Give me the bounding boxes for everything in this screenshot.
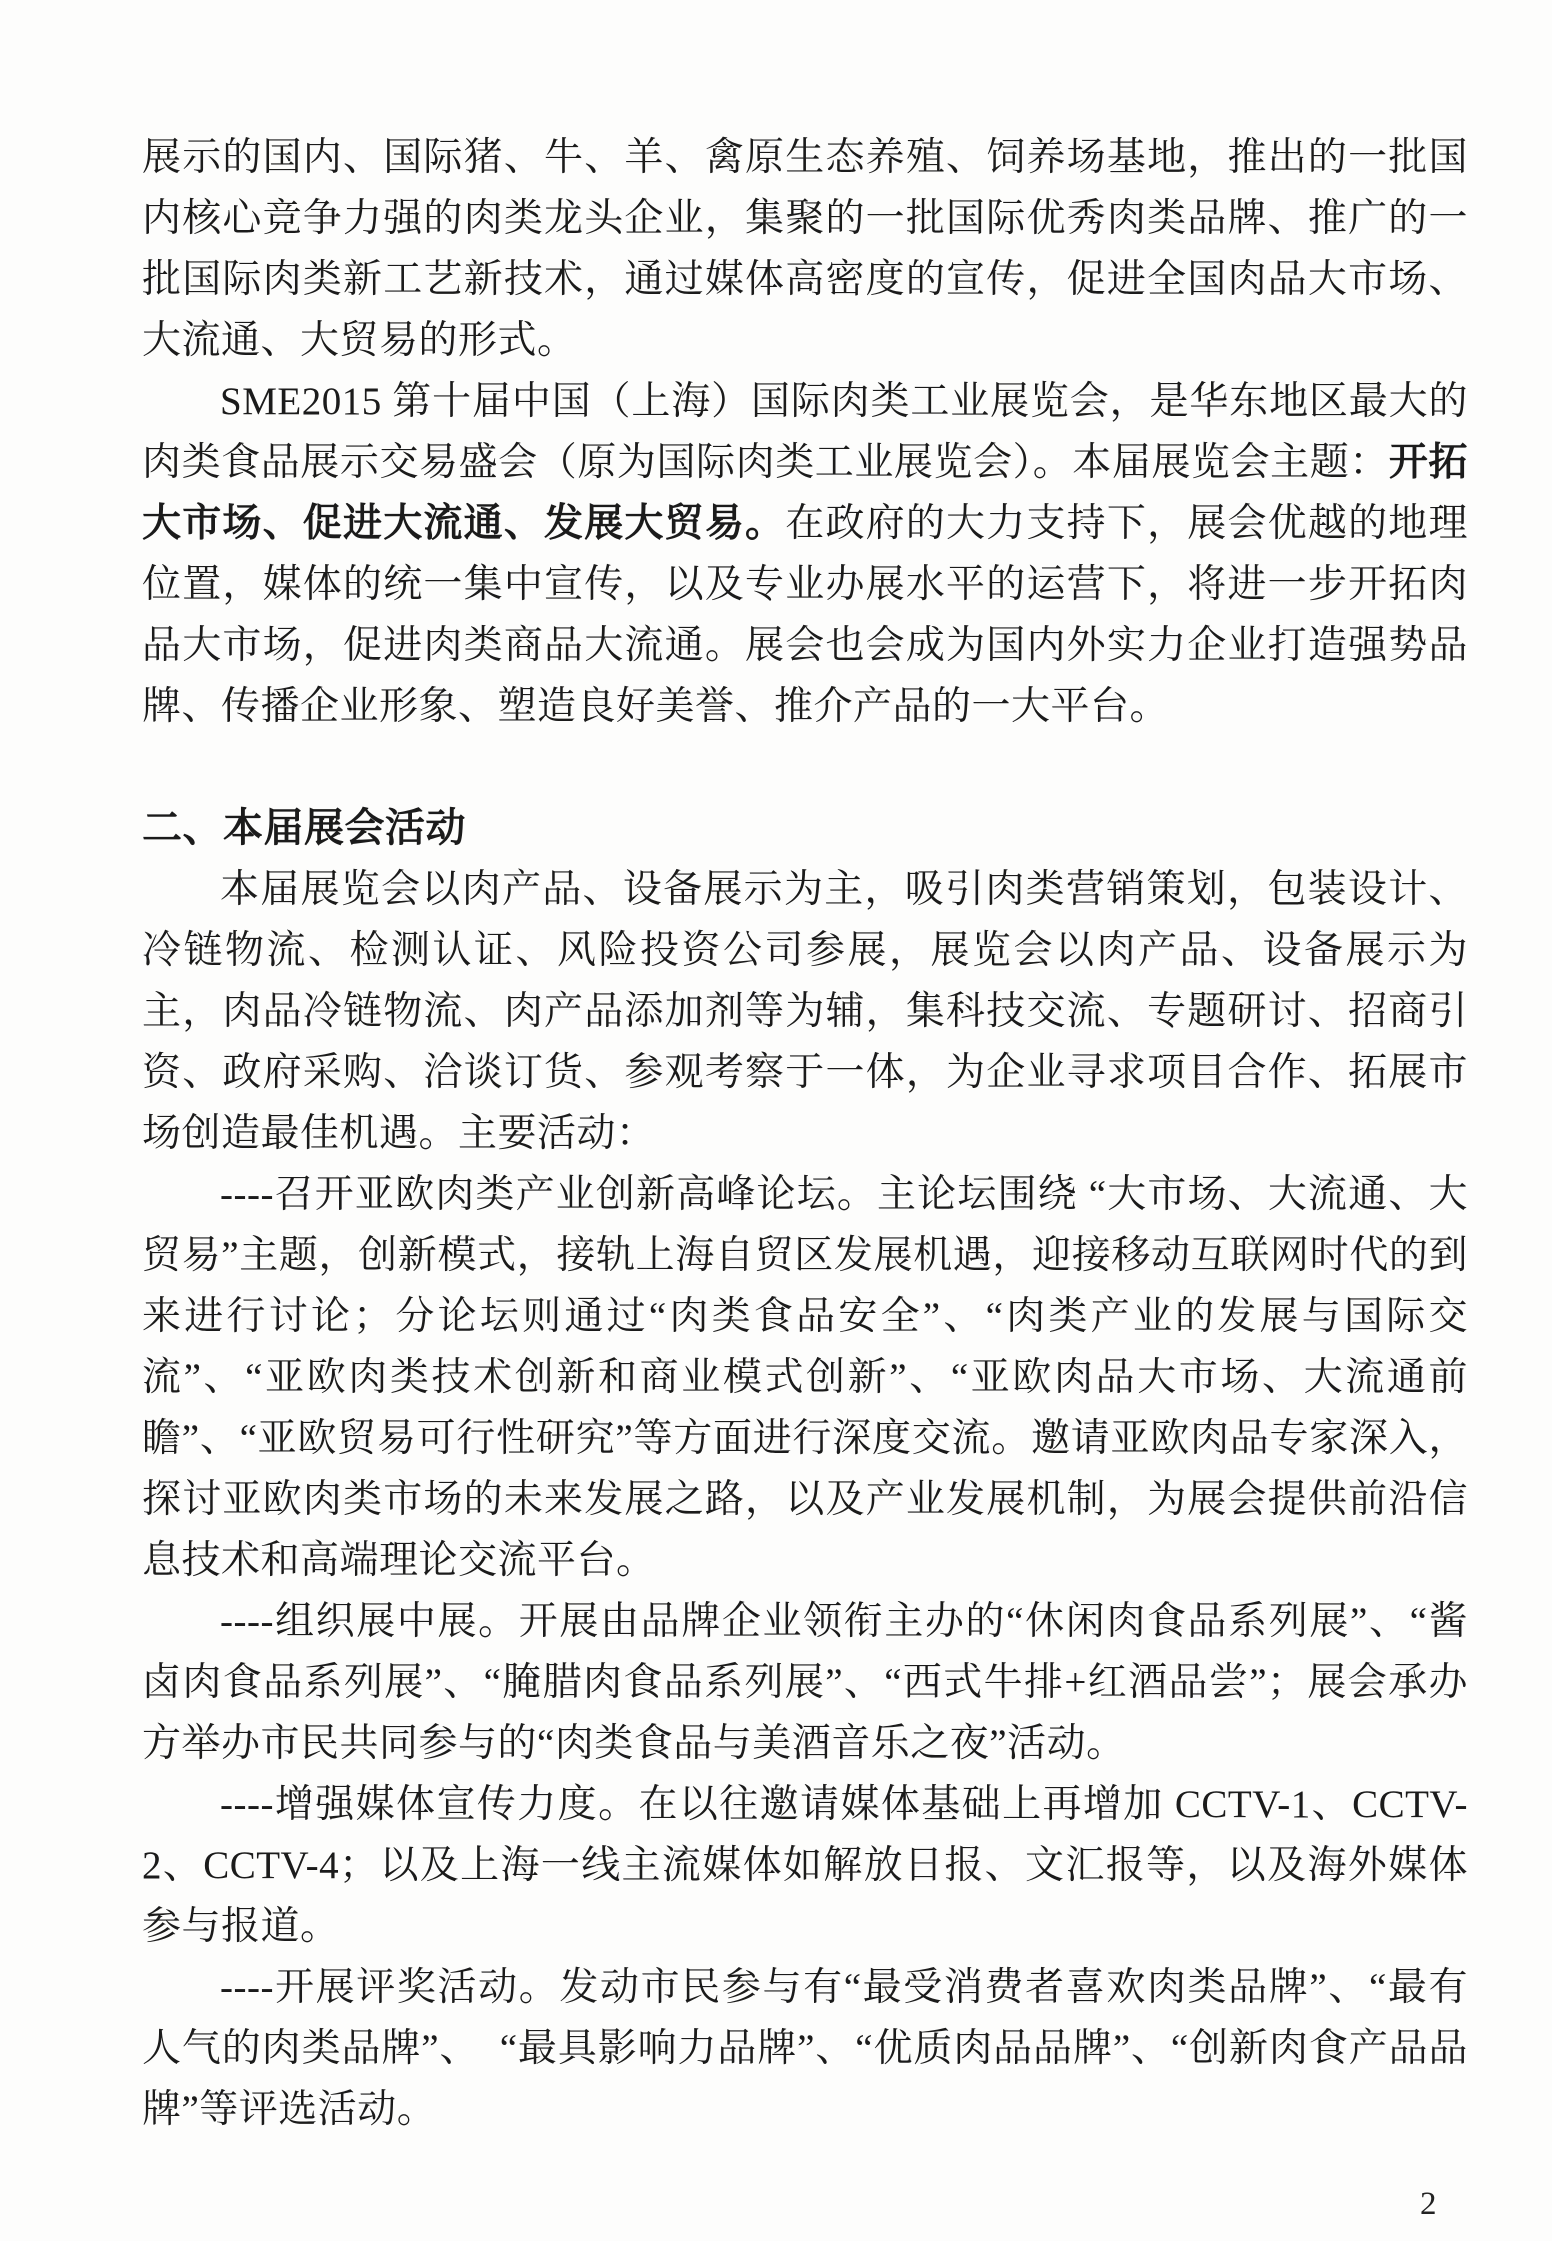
paragraph-continuation xyxy=(142,127,1468,371)
paragraph-show-in-show xyxy=(142,1591,1468,1774)
paragraph-text: 在政府的大力支持下，展会优越的地理位置，媒体的统一集中宣传，以及专业办展水平的运营下，将进一步开拓肉品大市场，促进肉类商品大流通。展会也会成为国内外实力企业打造强势品牌、传播企业形象、塑造良好美誉、推介产品的一大平台。 xyxy=(142,502,1468,728)
paragraph-summit-forum xyxy=(142,1164,1468,1591)
paragraph-awards xyxy=(142,1957,1468,2140)
paragraph-text: ----召开亚欧肉类产业创新高峰论坛。主论坛围绕 “大市场、大流通、大贸易”主题，创新模式，接轨上海自贸区发展机遇，迎接移动互联网时代的到来进行讨论；分论坛则通过“肉类食品安全”、“肉类产业的发展与国际交流”、“亚欧肉类技术创新和商业模式创新”、“亚欧肉品大市场、大流通前瞻”、“亚欧贸易可行性研究”等方面进行深度交流。邀请亚欧肉品专家深入，探讨亚欧肉类市场的未来发展之路，以及产业发展机制，为展会提供前沿信息技术和高端理论交流平台。 xyxy=(142,1173,1468,1582)
paragraph-text: ----开展评奖活动。发动市民参与有“最受消费者喜欢肉类品牌”、“最有人气的肉类品牌”、 “最具影响力品牌”、“优质肉品品牌”、“创新肉食产品品牌”等评选活动。 xyxy=(142,1966,1468,2131)
paragraph-media-promotion xyxy=(142,1774,1468,1957)
paragraph-sme2015 xyxy=(142,371,1468,737)
paragraph-text: ----增强媒体宣传力度。在以往邀请媒体基础上再增加 CCTV-1、CCTV-2、CCTV-4；以及上海一线主流媒体如解放日报、文汇报等，以及海外媒体参与报道。 xyxy=(142,1783,1468,1948)
document-body xyxy=(142,127,1468,2140)
section-heading-activities: 二、本届展会活动 xyxy=(142,806,466,850)
paragraph-text: ----组织展中展。开展由品牌企业领衔主办的“休闲肉食品系列展”、“酱卤肉食品系列展”、“腌腊肉食品系列展”、“西式牛排+红酒品尝”；展会承办方举办市民共同参与的“肉类食品与美酒音乐之夜”活动。 xyxy=(142,1600,1468,1765)
paragraph-exhibition-scope xyxy=(142,859,1468,1164)
paragraph-text: 本届展览会以肉产品、设备展示为主，吸引肉类营销策划，包装设计、冷链物流、检测认证、风险投资公司参展，展览会以肉产品、设备展示为主，肉品冷链物流、肉产品添加剂等为辅，集科技交流、专题研讨、招商引资、政府采购、洽谈订货、参观考察于一体，为企业寻求项目合作、拓展市场创造最佳机遇。主要活动： xyxy=(142,868,1468,1155)
paragraph-text: 展示的国内、国际猪、牛、羊、禽原生态养殖、饲养场基地，推出的一批国内核心竞争力强的肉类龙头企业，集聚的一批国际优秀肉类品牌、推广的一批国际肉类新工艺新技术，通过媒体高密度的宣传，促进全国肉品大市场、大流通、大贸易的形式。 xyxy=(142,136,1468,362)
paragraph-bold-theme: 开拓大市场、促进大流通、发展大贸易。 xyxy=(142,441,1468,545)
paragraph-text: SME2015 第十届中国（上海）国际肉类工业展览会，是华东地区最大的肉类食品展示交易盛会（原为国际肉类工业展览会）。本届展览会主题： xyxy=(142,380,1468,484)
page-number: 2 xyxy=(1420,2186,1437,2222)
